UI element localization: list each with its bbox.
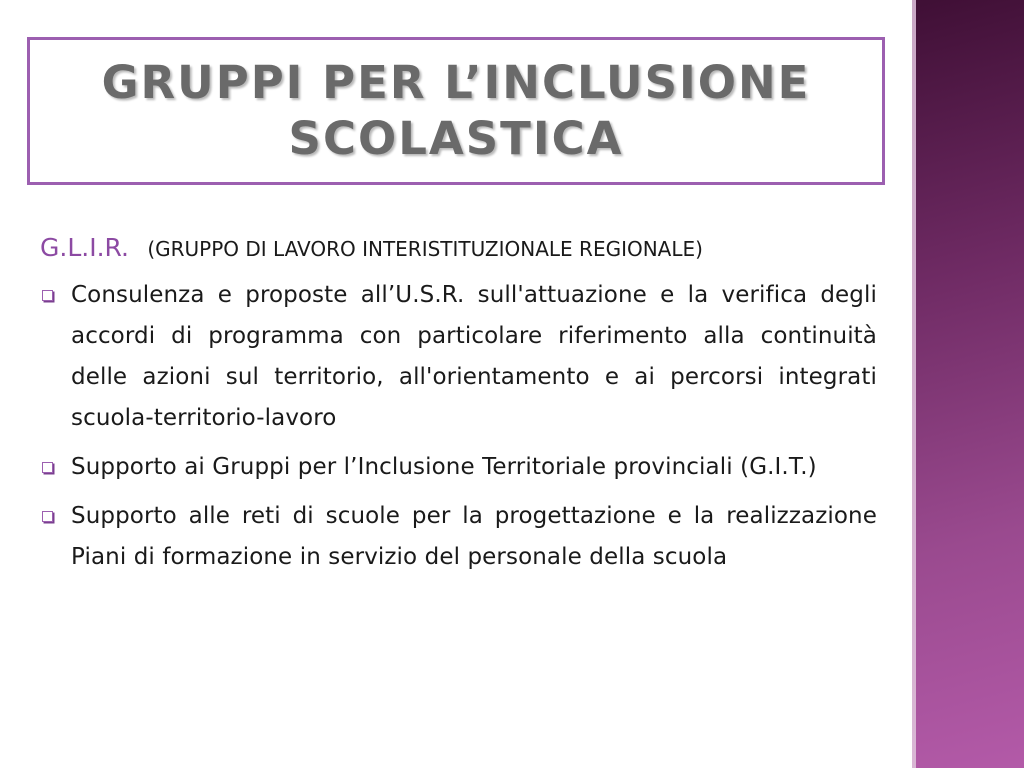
list-item: [40, 496, 877, 578]
decorative-side-band: [912, 0, 1024, 768]
bullet-list: [40, 275, 877, 578]
title-box: [27, 37, 885, 185]
square-bullet-icon: [42, 462, 53, 473]
square-bullet-icon: [42, 511, 53, 522]
section-full-name: (GRUPPO DI LAVORO INTERISTITUZIONALE REGIONALE): [147, 237, 703, 261]
list-item-text: Supporto alle reti di scuole per la progettazione e la realizzazione Piani di formazione in servizio del personale della scuola: [71, 503, 877, 570]
list-item: [40, 275, 877, 439]
section-acronym: G.L.I.R.: [40, 233, 129, 262]
square-bullet-icon: [42, 290, 53, 301]
list-item-text: Consulenza e proposte all’U.S.R. sull'attuazione e la verifica degli accordi di programma con particolare riferimento alla continuità delle azioni sul territorio, all'orientamento e ai percorsi integrati scuola-territorio-lavoro: [71, 282, 877, 431]
list-item: [40, 447, 877, 488]
slide-title: GRUPPI PER L’INCLUSIONE SCOLASTICA: [101, 56, 811, 165]
content-area: [40, 228, 877, 586]
list-item-text: Supporto ai Gruppi per l’Inclusione Territoriale provinciali (G.I.T.): [71, 454, 817, 480]
section-heading: [40, 228, 877, 269]
